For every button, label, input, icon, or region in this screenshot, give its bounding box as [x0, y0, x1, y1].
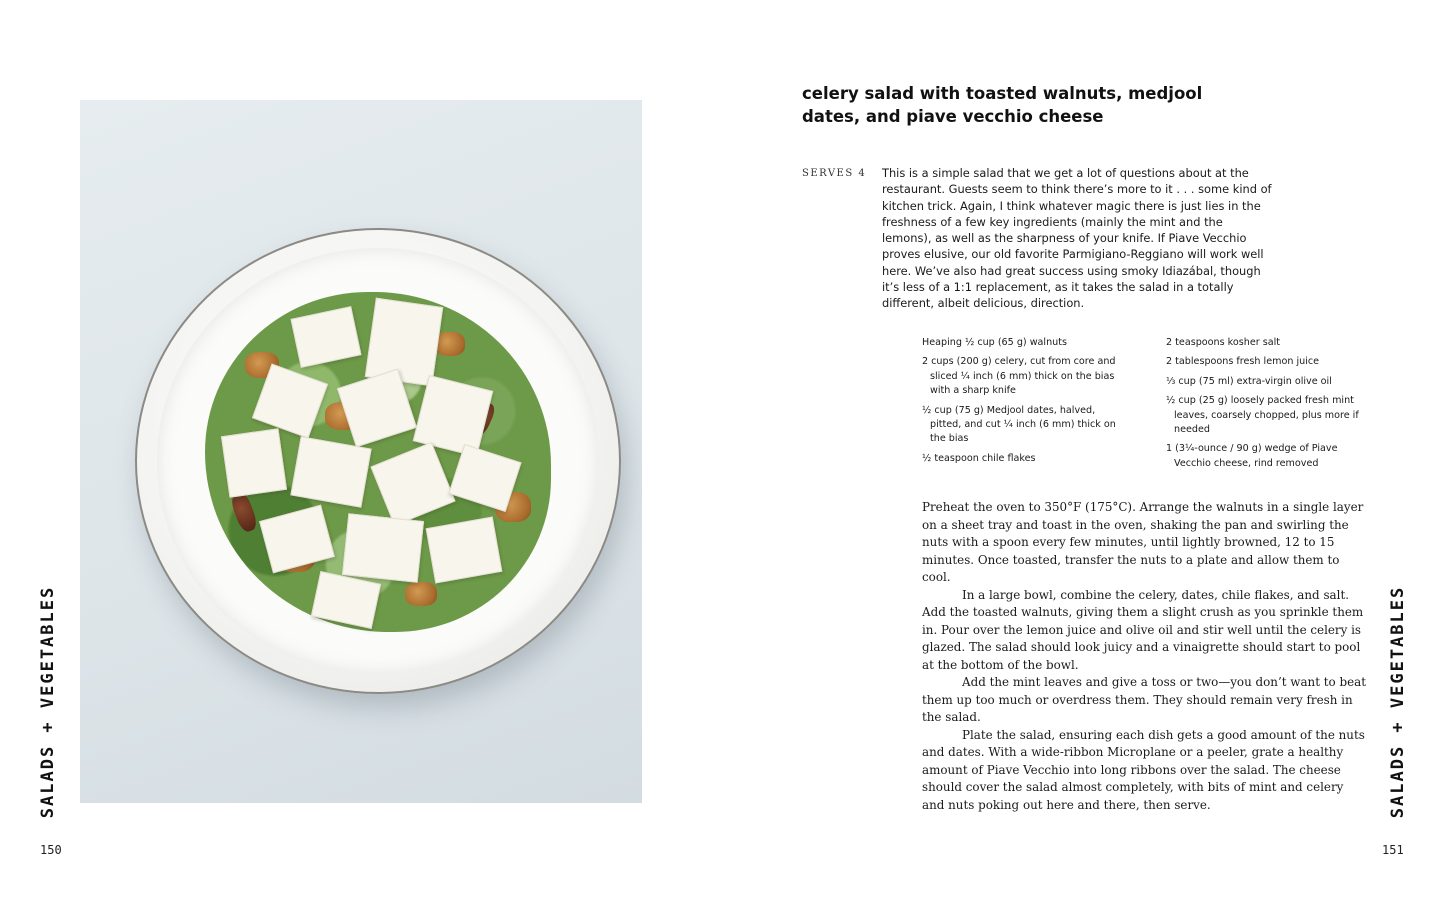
page-number-right: 151 — [1382, 843, 1404, 857]
method-paragraph: Plate the salad, ensuring each dish gets a good amount of the nuts and dates. With a wide-ribbon Microplane or a peeler, grate a healthy amount of Piave Vecchio into long ribbons over the salad. The cheese should cover the salad almost completely, with bits of mint and celery and nuts poking out here and there, then serve. — [922, 727, 1365, 812]
cheese-shaving — [311, 571, 381, 629]
recipe-intro: This is a simple salad that we get a lot of questions about at the restaurant. Guests seem to think there’s more to it . . . some kind of kitchen trick. Again, I think whatever magic there is just lies in the freshness of a few key ingredients (mainly the mint and the lemons), as well as the sharpness of your knife. If Piave Vecchio proves elusive, our old favorite Parmigiano-Reggiano will work well here. We’ve also had great success using smoky Idiazábal, though it’s less of a 1:1 replacement, as it takes the salad in a totally different, albeit delicious, direction. — [882, 166, 1272, 311]
ingredient-item: Heaping ½ cup (65 g) walnuts — [922, 337, 1068, 348]
section-label-right: SALADS + VEGETABLES — [1388, 585, 1408, 818]
ingredient-item: ½ teaspoon chile flakes — [922, 452, 1036, 464]
walnut — [405, 582, 437, 606]
method-paragraph: Preheat the oven to 350°F (175°C). Arrange the walnuts in a single layer on a sheet tray and toast in the oven, shaking the pan and swirling the nuts with a spoon every few minutes, until lightly browned, 12 to 15 minutes. Once toasted, transfer the nuts to a plate and allow them to cool. — [922, 500, 1364, 584]
walnut — [435, 332, 465, 356]
right-page — [722, 0, 1445, 904]
ingredient-item: ½ cup (25 g) loosely packed fresh mint leaves, coarsely chopped, plus more if needed — [1166, 395, 1359, 436]
cheese-shaving — [370, 442, 455, 526]
ingredients-list-left — [922, 336, 1127, 471]
celery-salad — [205, 292, 551, 632]
section-label-left: SALADS + VEGETABLES — [38, 585, 58, 818]
cheese-shaving — [221, 428, 287, 497]
left-page — [0, 0, 722, 904]
ingredient-item: ½ cup (75 g) Medjool dates, halved, pitted, and cut ¼ inch (6 mm) thick on the bias — [922, 404, 1116, 445]
method-paragraph: Add the mint leaves and give a toss or two—you don’t want to beat them up too much or overdress them. They should remain very fresh in the salad. — [922, 675, 1367, 724]
cheese-shaving — [426, 517, 503, 584]
cheese-shaving — [290, 436, 371, 508]
ingredients-list-right — [1166, 336, 1371, 476]
ingredient-item: 2 teaspoons kosher salt — [1166, 337, 1281, 348]
recipe-title: celery salad with toasted walnuts, medjool dates, and piave vecchio cheese — [802, 84, 1203, 126]
plate — [135, 228, 621, 694]
serves-label: SERVES 4 — [802, 168, 867, 179]
ingredient-item: 1 (3¼-ounce / 90 g) wedge of Piave Vecchio cheese, rind removed — [1166, 443, 1338, 469]
cheese-shaving — [365, 298, 443, 387]
ingredient-item: 2 tablespoons fresh lemon juice — [1166, 356, 1320, 368]
cheese-shaving — [259, 505, 335, 574]
salad-photo — [80, 100, 642, 803]
plate-inner — [157, 248, 599, 674]
page-number-left: 150 — [40, 843, 62, 857]
method-steps — [922, 499, 1366, 814]
cheese-shaving — [342, 513, 424, 583]
ingredient-item: ⅓ cup (75 ml) extra-virgin olive oil — [1166, 375, 1332, 387]
ingredient-item: 2 cups (200 g) celery, cut from core and sliced ¼ inch (6 mm) thick on the bias with a sharp knife — [922, 356, 1116, 397]
cheese-shaving — [290, 306, 361, 368]
method-paragraph: In a large bowl, combine the celery, dates, chile flakes, and salt. Add the toasted walnuts, giving them a slight crush as you sprinkle them in. Pour over the lemon juice and olive oil and stir well until the celery is glazed. The salad should look juicy and a vinaigrette should start to pool at the bottom of the bowl. — [922, 587, 1364, 672]
